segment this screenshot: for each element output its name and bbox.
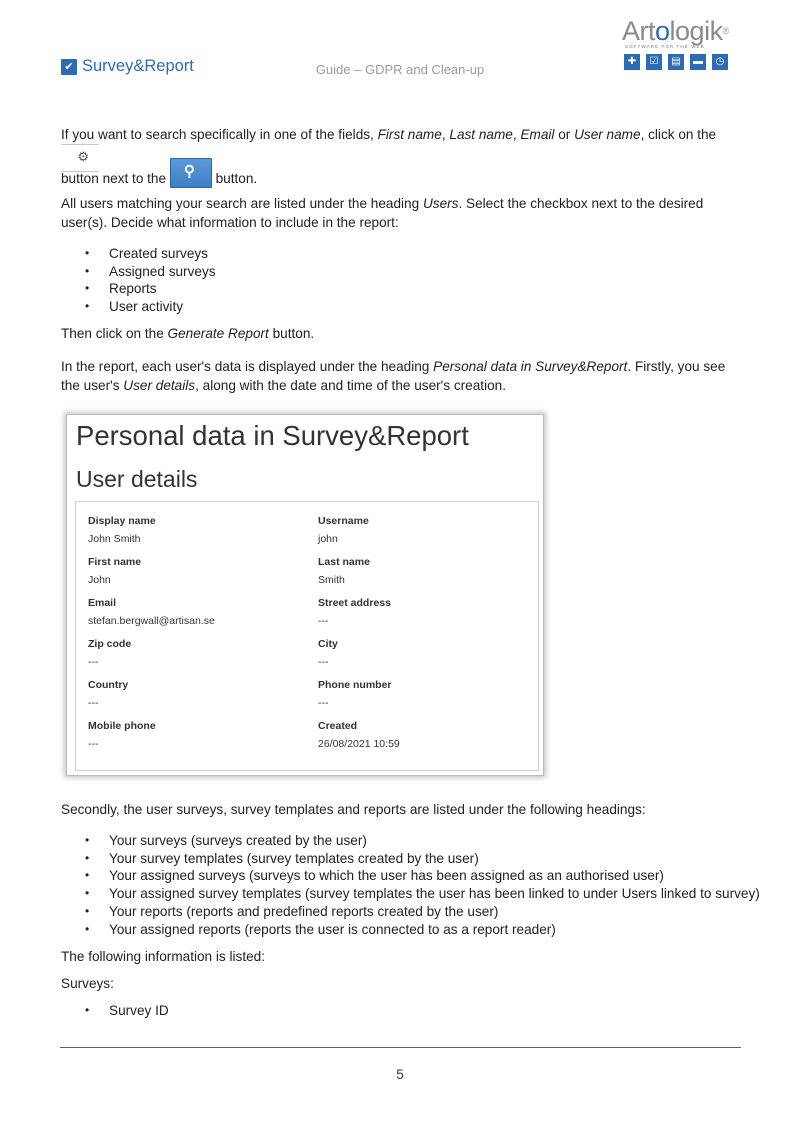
clock-icon: ◷ bbox=[712, 54, 728, 70]
calendar-icon: ▤ bbox=[668, 54, 684, 70]
logo-wordmark: Artologik® bbox=[622, 16, 729, 46]
para-search-button: button next to the ⚲ button. bbox=[61, 158, 741, 188]
page-number: 5 bbox=[396, 1067, 404, 1082]
list-report-contents bbox=[61, 245, 216, 316]
list-item: • Assigned surveys bbox=[61, 263, 216, 281]
field-mobile-phone: Mobile phone --- bbox=[88, 720, 156, 750]
field-created: Created 26/08/2021 10:59 bbox=[318, 720, 400, 750]
field-username: Username john bbox=[318, 515, 369, 545]
folder-icon: ▬ bbox=[690, 54, 706, 70]
list-item: • User activity bbox=[61, 298, 216, 316]
list-item: • Your assigned reports (reports the user is connected to as a report reader) bbox=[61, 921, 760, 939]
field-first-name: First name John bbox=[88, 556, 142, 586]
field-email: Email stefan.bergwall@artisan.se bbox=[88, 597, 215, 627]
checkmark-icon: ☑ bbox=[646, 54, 662, 70]
field-zip-code: Zip code --- bbox=[88, 638, 132, 668]
logo-tagline: SOFTWARE FOR THE WEB bbox=[625, 44, 705, 49]
para-headings-intro: Secondly, the user surveys, survey templates and reports are listed under the following headings: bbox=[61, 802, 646, 817]
field-last-name: Last name Smith bbox=[318, 556, 370, 586]
user-details-box bbox=[75, 501, 539, 771]
list-item: • Survey ID bbox=[61, 1002, 169, 1020]
field-city: City --- bbox=[318, 638, 338, 668]
field-phone-number: Phone number --- bbox=[318, 679, 392, 709]
list-item: • Your surveys (surveys created by the user) bbox=[61, 832, 760, 850]
plus-icon: ✚ bbox=[624, 54, 640, 70]
search-button[interactable] bbox=[170, 158, 212, 188]
field-display-name: Display name John Smith bbox=[88, 515, 156, 545]
search-icon: ⚲ bbox=[183, 163, 195, 180]
para-search-fields: If you want to search specifically in one of the fields, First name, Last name, Email or User name, click on the ⚙ bbox=[61, 125, 741, 172]
para-info-listed: The following information is listed: bbox=[61, 949, 265, 964]
list-survey-info bbox=[61, 1002, 169, 1020]
personal-data-panel bbox=[66, 414, 544, 776]
gear-icon: ⚙ bbox=[77, 149, 89, 164]
para-users-heading: All users matching your search are listed under the heading Users. Select the checkbox next to the desired user(s). Decide what information to include in the report: bbox=[61, 196, 704, 230]
list-item: • Your reports (reports and predefined reports created by the user) bbox=[61, 903, 760, 921]
list-item: • Created surveys bbox=[61, 245, 216, 263]
artologik-logo bbox=[622, 16, 742, 70]
list-item: • Reports bbox=[61, 280, 216, 298]
para-generate-report: Then click on the Generate Report button. bbox=[61, 326, 315, 341]
brand-name: Survey&Report bbox=[82, 57, 194, 75]
checkbox-icon: ✔ bbox=[61, 59, 77, 75]
panel-title: Personal data in Survey&Report bbox=[76, 420, 469, 451]
header-title: Guide – GDPR and Clean-up bbox=[315, 62, 485, 77]
list-item: • Your survey templates (survey templates created by the user) bbox=[61, 850, 760, 868]
list-item: • Your assigned survey templates (survey templates the user has been linked to under Users linked to survey) bbox=[61, 885, 760, 903]
para-surveys: Surveys: bbox=[61, 976, 114, 991]
list-headings bbox=[61, 832, 760, 938]
list-item: • Your assigned surveys (surveys to which the user has been assigned as an authorised user) bbox=[61, 867, 760, 885]
field-street-address: Street address --- bbox=[318, 597, 391, 627]
logo-icons bbox=[624, 54, 742, 70]
para-report-description: In the report, each user's data is displayed under the heading Personal data in Survey&Report. Firstly, you see the user's User details, along with the date and time of the user's creation. bbox=[61, 359, 726, 393]
panel-subtitle: User details bbox=[76, 466, 198, 492]
footer-rule bbox=[60, 1047, 741, 1048]
field-country: Country --- bbox=[88, 679, 129, 709]
